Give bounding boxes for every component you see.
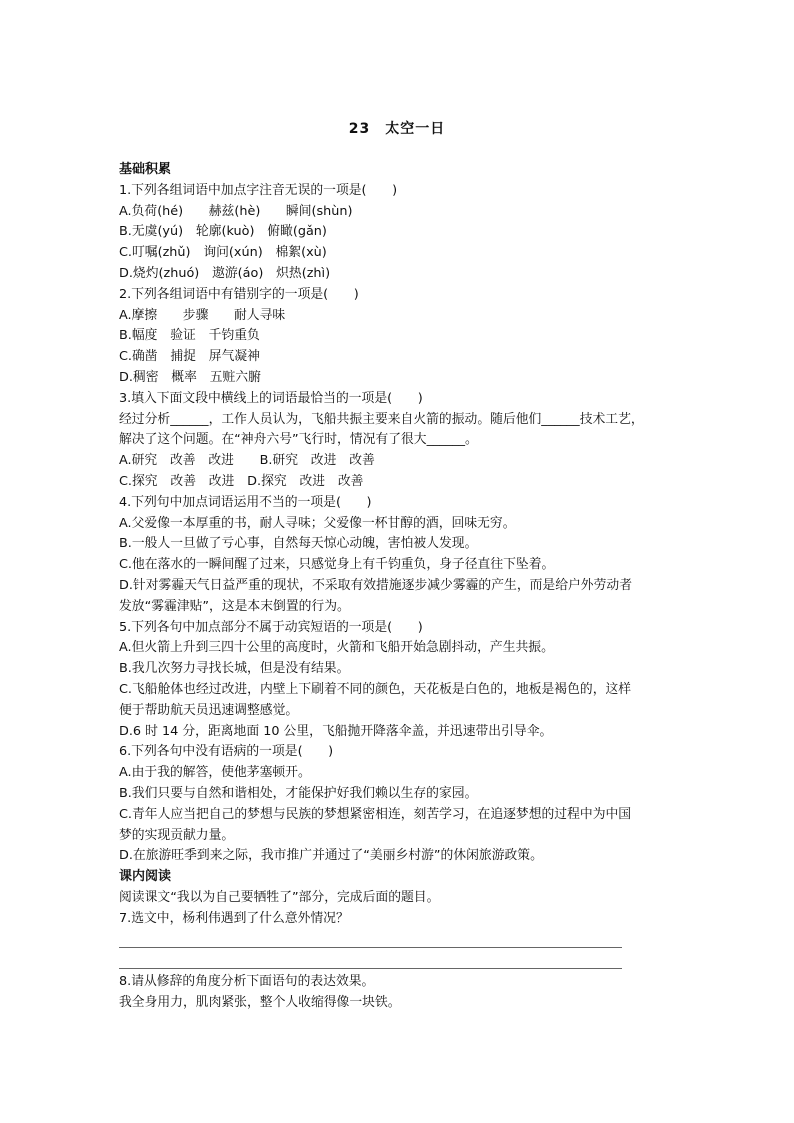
question-3-stem: 3.填入下面文段中横线上的词语最恰当的一项是( ): [119, 390, 423, 406]
question-6-option-a: A.由于我的解答，使他茅塞顿开。: [119, 765, 311, 781]
page-title: 23 太空一日: [348, 121, 446, 137]
question-5-option-d: D.6 时 14 分，距离地面 10 公里，飞船抛开降落伞盖，并迅速带出引导伞。: [119, 723, 553, 739]
question-1-option-a: A.负荷(hé) 赫兹(hè) 瞬间(shùn): [119, 203, 353, 219]
reading-intro: 阅读课文“我以为自己要牺牲了”部分，完成后面的题目。: [119, 889, 440, 905]
question-8-sentence: 我全身用力，肌肉紧张，整个人收缩得像一块铁。: [119, 995, 401, 1011]
question-4-option-c: C.他在落水的一瞬间醒了过来，只感觉身上有千钧重负，身子径直往下坠着。: [119, 557, 555, 573]
question-3-passage-line-2: 解决了这个问题。在“神舟六号”飞行时，情况有了很大______。: [119, 432, 478, 448]
question-6-option-c-line-1: C.青年人应当把自己的梦想与民族的梦想紧密相连，刻苦学习，在追逐梦想的过程中为中国: [119, 806, 632, 822]
question-3-options-ab: A.研究 改善 改进 B.研究 改进 改善: [119, 453, 375, 469]
question-3-passage-line-1: 经过分析______，工作人员认为，飞船共振主要来自火箭的振动。随后他们______技术工艺，: [119, 411, 644, 427]
question-3-options-cd: C.探究 改善 改进 D.探究 改进 改善: [119, 473, 364, 489]
question-5-option-c-line-1: C.飞船舱体也经过改进，内壁上下刷着不同的颜色，天花板是白色的，地板是褐色的，这样: [119, 681, 632, 697]
question-1-option-b: B.无虞(yú) 轮廓(kuò) 俯瞰(gǎn): [119, 224, 327, 240]
answer-line-rule: [119, 947, 622, 948]
answer-line-rule: [119, 968, 622, 969]
question-5-option-c-line-2: 便于帮助航天员迅速调整感觉。: [119, 702, 299, 718]
answer-line[interactable]: [119, 929, 679, 951]
question-7-stem: 7.选文中，杨利伟遇到了什么意外情况？: [119, 910, 349, 926]
question-1-option-c: C.叮嘱(zhǔ) 询问(xún) 棉絮(xù): [119, 245, 327, 261]
question-6-option-d: D.在旅游旺季到来之际，我市推广并通过了“美丽乡村游”的休闲旅游政策。: [119, 848, 543, 864]
question-2-option-c: C.确凿 捕捉 屏气凝神: [119, 349, 260, 365]
question-1-stem: 1.下列各组词语中加点字注音无误的一项是( ): [119, 182, 398, 198]
worksheet-content: [119, 160, 679, 1014]
question-4-option-d-line-2: 发放“雾霾津贴”，这是本末倒置的行为。: [119, 598, 350, 614]
question-2-option-b: B.幅度 验证 千钧重负: [119, 328, 260, 344]
question-5-stem: 5.下列各句中加点部分不属于动宾短语的一项是( ): [119, 619, 423, 635]
question-4-stem: 4.下列句中加点词语运用不当的一项是( ): [119, 494, 372, 510]
question-6-stem: 6.下列各句中没有语病的一项是( ): [119, 744, 334, 760]
question-2-option-d: D.稠密 概率 五赃六腑: [119, 369, 261, 385]
answer-line[interactable]: [119, 951, 679, 973]
question-5-option-b: B.我几次努力寻找长城，但是没有结果。: [119, 661, 350, 677]
question-5-option-a: A.但火箭上升到三四十公里的高度时，火箭和飞船开始急剧抖动，产生共振。: [119, 640, 554, 656]
section-heading-reading: 课内阅读: [119, 869, 172, 885]
question-1-option-d: D.烧灼(zhuó) 遨游(áo) 炽热(zhì): [119, 265, 331, 281]
question-4-option-a: A.父爱像一本厚重的书，耐人寻味；父爱像一杯甘醇的酒，回味无穷。: [119, 515, 516, 531]
question-6-option-c-line-2: 梦的实现贡献力量。: [119, 827, 235, 843]
question-2-option-a: A.摩擦 步骤 耐人寻味: [119, 307, 286, 323]
question-8-stem: 8.请从修辞的角度分析下面语句的表达效果。: [119, 974, 375, 990]
question-4-option-d-line-1: D.针对雾霾天气日益严重的现状，不采取有效措施逐步减少雾霾的产生，而是给户外劳动者: [119, 577, 632, 593]
question-2-stem: 2.下列各组词语中有错别字的一项是( ): [119, 286, 359, 302]
section-heading-basic: 基础积累: [119, 162, 172, 177]
question-4-option-b: B.一般人一旦做了亏心事，自然每天惊心动魄，害怕被人发现。: [119, 536, 478, 552]
question-6-option-b: B.我们只要与自然和谐相处，才能保护好我们赖以生存的家园。: [119, 785, 478, 801]
